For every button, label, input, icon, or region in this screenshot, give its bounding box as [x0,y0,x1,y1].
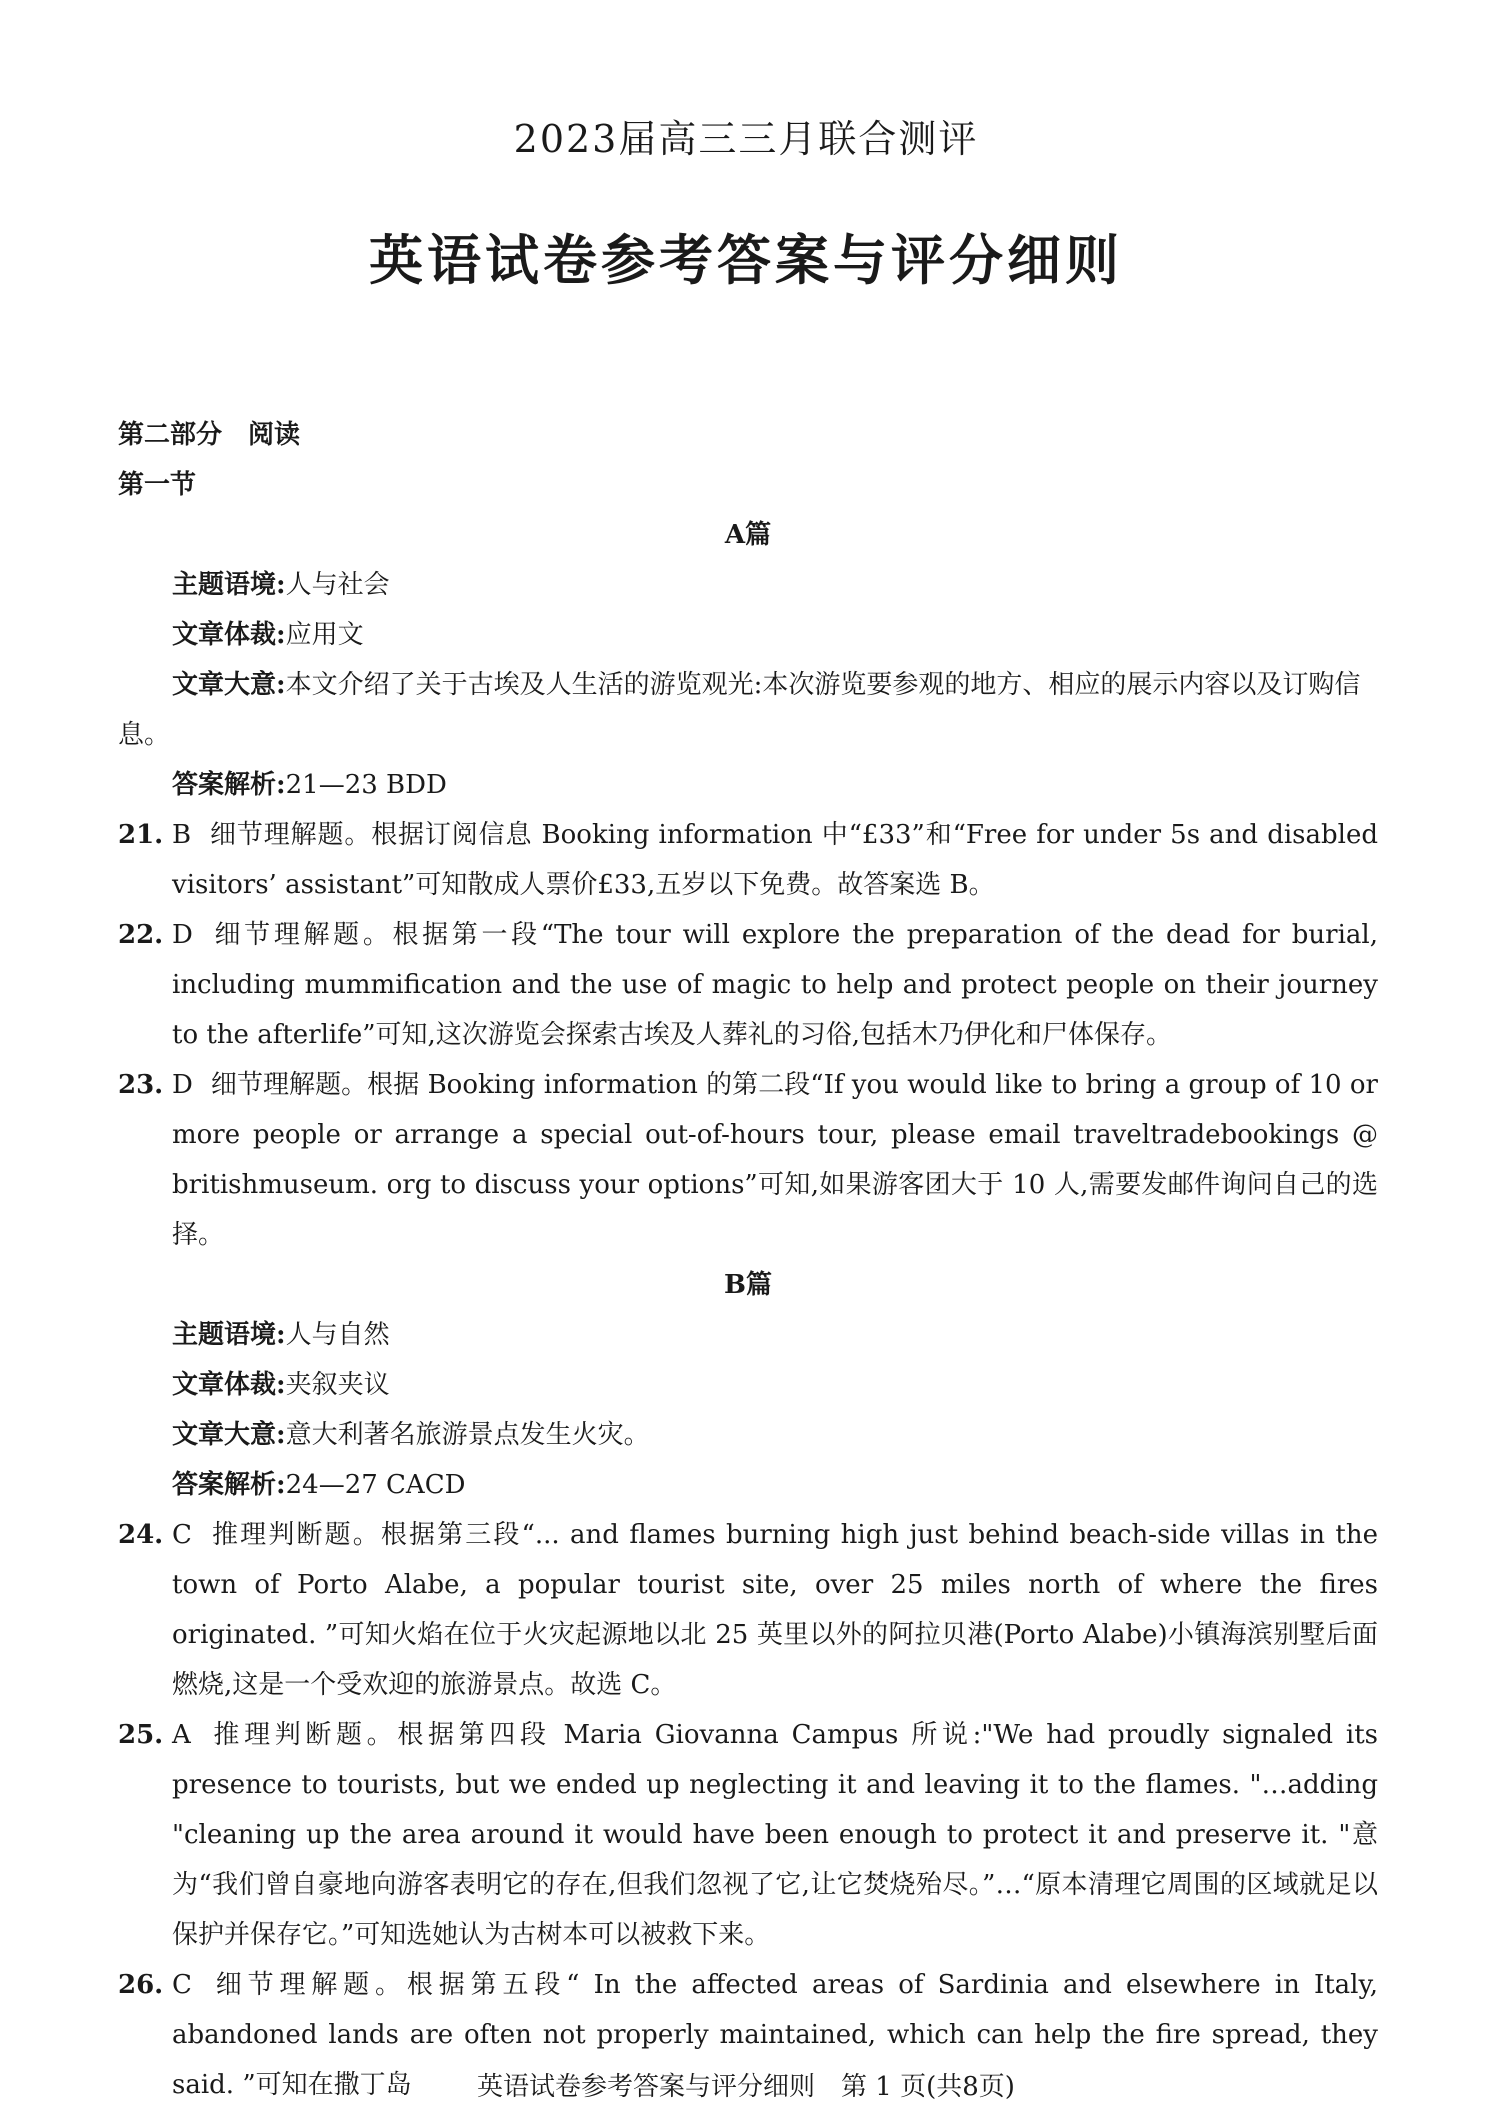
genre-value: 应用文 [285,620,364,650]
answer-letter: D [172,1070,193,1100]
summary-value: 意大利著名旅游景点发生火灾。 [285,1420,650,1450]
passage-b-genre [118,1360,1378,1410]
genre-value: 夹叙夹议 [285,1370,390,1400]
exam-title: 2023届高三三月联合测评 [513,117,979,161]
question-item [118,810,1378,910]
page-footer: 英语试卷参考答案与评分细则 第 1 页(共8页) [477,2072,1015,2102]
passage-a-answers [118,760,1378,810]
question-explanation: 细节理解题。根据第一段“The tour will explore the preparation of the dead for burial, including mummification and the use of magic to help and protect people on their journey to the afterlife”可知,这次游览会探索古埃及人葬礼的习俗,包括木乃伊化和尸体保存。 [172,920,1378,1050]
passage-b-theme [118,1310,1378,1360]
theme-value: 人与社会 [285,570,390,600]
question-item [118,910,1378,1060]
answers-label: 答案解析: [172,1470,286,1500]
answers-value: 24—27 CACD [285,1470,466,1500]
question-number: 23. [118,1070,164,1100]
document-title: 英语试卷参考答案与评分细则 [369,228,1123,292]
summary-label: 文章大意: [172,1420,286,1450]
passage-b-heading: B篇 [724,1270,772,1300]
question-explanation: 细节理解题。根据第五段“ In the affected areas of Sardinia and elsewhere in Italy, abandoned lands are often not properly maintained, which can help the fire spread, they said. ”可知在撒丁岛 [172,1970,1378,2100]
question-number: 25. [118,1720,164,1750]
answer-letter: C [172,1970,192,2000]
question-item [118,1060,1378,1260]
question-explanation: 推理判断题。根据第四段 Maria Giovanna Campus 所说:"We had proudly signaled its presence to tourists, but we ended up neglecting it and leaving it to the flames. "…adding "cleaning up the area around it would have been enough to protect it and preserve it. "意为“我们曾自豪地向游客表明它的存在,但我们忽视了它,让它焚烧殆尽。”…“原本清理它周围的区域就足以保护并保存它。”可知选她认为古树本可以被救下来。 [172,1720,1378,1950]
passage-a-summary [118,660,1378,760]
question-number: 26. [118,1970,164,2000]
passage-a-heading: A篇 [724,520,772,550]
theme-label: 主题语境: [172,1320,286,1350]
answers-label: 答案解析: [172,770,286,800]
question-item [118,1510,1378,1710]
question-explanation: 细节理解题。根据 Booking information 的第二段“If you would like to bring a group of 10 or more people or arrange a special out-of-hours tour, please email traveltradebookings @ britishmuseum. org to discuss your options”可知,如果游客团大于 10 人,需要发邮件询问自己的选择。 [172,1070,1378,1250]
passage-b-summary [118,1410,1378,1460]
section-heading: 第一节 [118,470,197,500]
part-heading: 第二部分 阅读 [118,420,301,450]
question-item [118,1710,1378,1960]
answers-value: 21—23 BDD [285,770,447,800]
passage-a-theme [118,560,1378,610]
passage-b-answers [118,1460,1378,1510]
answer-letter: A [172,1720,191,1750]
question-number: 21. [118,820,164,850]
question-number: 24. [118,1520,164,1550]
question-explanation: 推理判断题。根据第三段“... and flames burning high just behind beach-side villas in the town of Porto Alabe, a popular tourist site, over 25 miles north of where the fires originated. ”可知火焰在位于火灾起源地以北 25 英里以外的阿拉贝港(Porto Alabe)小镇海滨别墅后面燃烧,这是一个受欢迎的旅游景点。故选 C。 [172,1520,1378,1700]
answer-letter: C [172,1520,192,1550]
document-body [118,410,1378,2110]
genre-label: 文章体裁: [172,620,286,650]
theme-value: 人与自然 [285,1320,390,1350]
genre-label: 文章体裁: [172,1370,286,1400]
passage-a-genre [118,610,1378,660]
summary-value: 本文介绍了关于古埃及人生活的游览观光:本次游览要参观的地方、相应的展示内容以及订购信息。 [118,670,1361,750]
summary-label: 文章大意: [172,670,286,700]
question-number: 22. [118,920,164,950]
question-explanation: 细节理解题。根据订阅信息 Booking information 中“£33”和“Free for under 5s and disabled visitors’ assistant”可知散成人票价£33,五岁以下免费。故答案选 B。 [172,820,1378,900]
theme-label: 主题语境: [172,570,286,600]
answer-letter: B [172,820,192,850]
answer-letter: D [172,920,193,950]
